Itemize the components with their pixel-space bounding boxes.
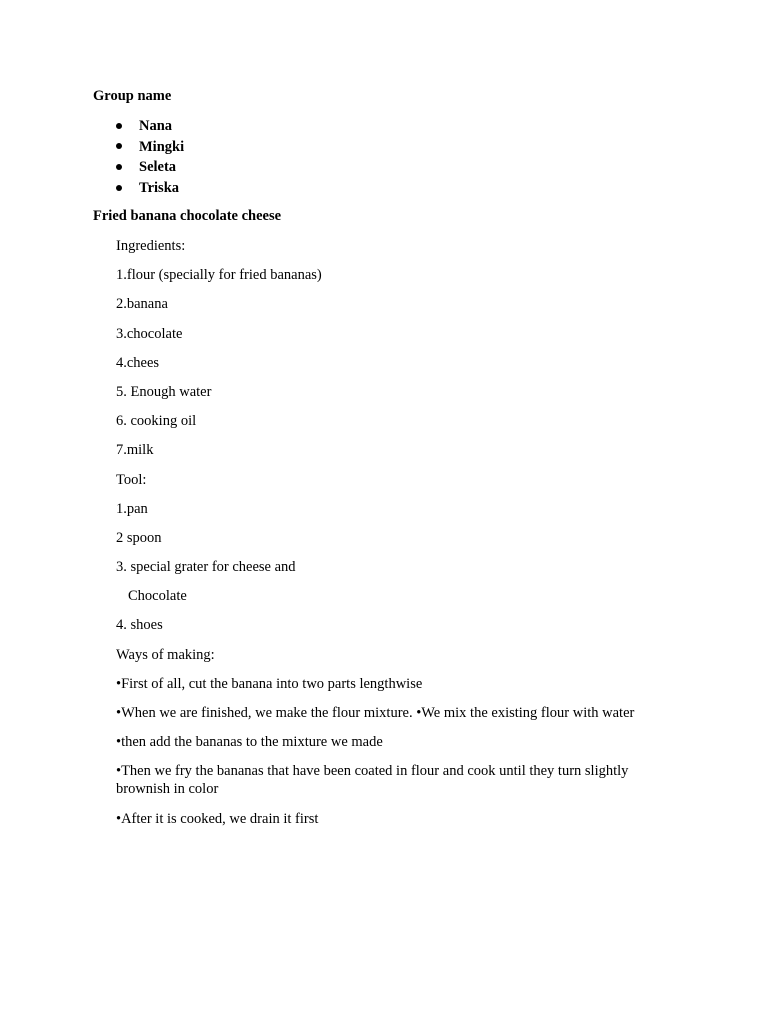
recipe-line: 4.chees (116, 354, 160, 371)
recipe-line: Ways of making: (116, 646, 215, 663)
recipe-line: Ingredients: (116, 238, 186, 254)
bullet-icon (116, 164, 122, 170)
recipe-line: Chocolate (128, 588, 187, 605)
member-list-item (93, 158, 184, 179)
member-name: Nana (139, 118, 173, 134)
recipe-line: •After it is cooked, we drain it first (116, 810, 319, 827)
group-name-heading: Group name (93, 88, 172, 104)
member-name: Triska (139, 180, 180, 197)
member-name: Mingki (139, 138, 185, 155)
recipe-body (116, 237, 676, 839)
member-list-item (93, 138, 184, 159)
member-name: Seleta (139, 159, 177, 176)
recipe-line: 2 spoon (116, 529, 162, 546)
recipe-title: Fried banana chocolate cheese (93, 208, 282, 224)
recipe-line: 3. special grater for cheese and (116, 559, 296, 576)
bullet-icon (116, 123, 122, 129)
recipe-line: 1.pan (116, 500, 148, 517)
recipe-line: 4. shoes (116, 617, 163, 634)
recipe-line: •When we are finished, we make the flour mixture. •We mix the existing flour with water (116, 705, 635, 721)
member-list (93, 117, 184, 200)
recipe-line: •First of all, cut the banana into two parts lengthwise (116, 675, 423, 692)
recipe-line: 7.milk (116, 442, 154, 459)
recipe-line: Tool: (116, 471, 147, 488)
recipe-line: 2.banana (116, 296, 168, 313)
bullet-icon (116, 185, 122, 191)
recipe-line: 3.chocolate (116, 325, 183, 342)
recipe-line: •Then we fry the bananas that have been coated in flour and cook until they turn slightly brownish in color (116, 763, 629, 798)
member-list-item (93, 117, 184, 138)
recipe-line: 6. cooking oil (116, 413, 197, 430)
member-list-item (93, 179, 184, 200)
recipe-line: 5. Enough water (116, 383, 212, 400)
recipe-line: 1.flour (specially for fried bananas) (116, 267, 322, 284)
recipe-line: •then add the bananas to the mixture we made (116, 734, 383, 751)
bullet-icon (116, 143, 122, 149)
